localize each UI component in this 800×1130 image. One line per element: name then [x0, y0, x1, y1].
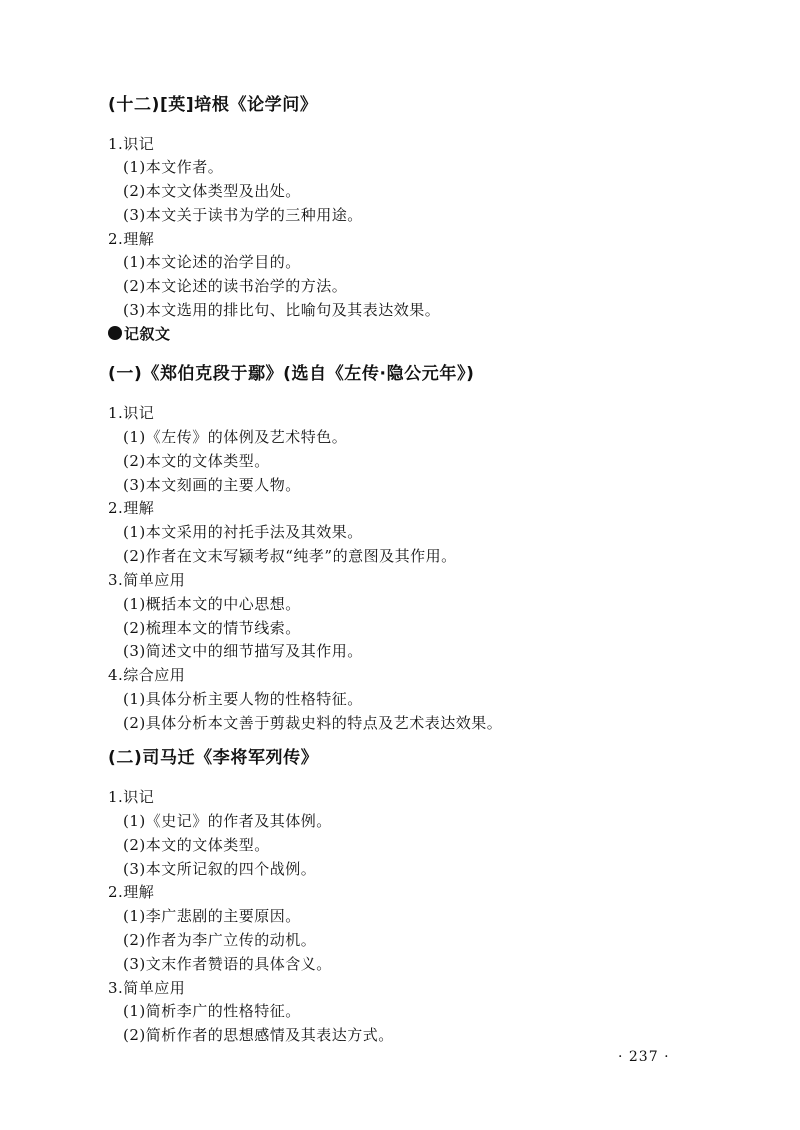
bullet-dot-icon — [108, 326, 122, 340]
list-item: (2)本文文体类型及出处。 — [123, 182, 301, 200]
list-item: (1)李广悲剧的主要原因。 — [123, 907, 301, 925]
group-title: 3.简单应用 — [108, 979, 186, 997]
group-title: 2.理解 — [108, 883, 155, 901]
list-item: (3)本文刻画的主要人物。 — [123, 476, 301, 494]
group-title: 4.综合应用 — [108, 666, 186, 684]
list-item: (2)简析作者的思想感情及其表达方式。 — [123, 1026, 394, 1044]
list-item: (1)概括本文的中心思想。 — [123, 595, 301, 613]
list-item: (2)作者为李广立传的动机。 — [123, 931, 317, 949]
list-item: (2)本文的文体类型。 — [123, 452, 270, 470]
list-item: (1)具体分析主要人物的性格特征。 — [123, 690, 363, 708]
group-title: 1.识记 — [108, 788, 155, 806]
section-heading: (十二)[英]培根《论学问》 — [108, 95, 318, 115]
list-item: (1)本文作者。 — [123, 158, 224, 176]
list-item: (1)本文采用的衬托手法及其效果。 — [123, 523, 363, 541]
list-item: (2)本文论述的读书治学的方法。 — [123, 277, 348, 295]
group-title: 2.理解 — [108, 499, 155, 517]
list-item: (3)本文所记叙的四个战例。 — [123, 860, 317, 878]
list-item: (2)梳理本文的情节线索。 — [123, 619, 301, 637]
group-title: 1.识记 — [108, 135, 155, 153]
group-title: 3.简单应用 — [108, 571, 186, 589]
section-heading: (一)《郑伯克段于鄢》(选自《左传·隐公元年》) — [108, 364, 475, 384]
list-item: (3)文末作者赞语的具体含义。 — [123, 955, 332, 973]
group-title: 2.理解 — [108, 230, 155, 248]
list-item: (2)作者在文末写颍考叔“纯孝”的意图及其作用。 — [123, 547, 457, 565]
list-item: (2)具体分析本文善于剪裁史料的特点及艺术表达效果。 — [123, 714, 503, 732]
list-item: (1)《左传》的体例及艺术特色。 — [123, 428, 348, 446]
list-item: (1)简析李广的性格特征。 — [123, 1002, 301, 1020]
list-item: (3)本文选用的排比句、比喻句及其表达效果。 — [123, 301, 441, 319]
group-title: 1.识记 — [108, 404, 155, 422]
list-item: (1)《史记》的作者及其体例。 — [123, 812, 332, 830]
list-item: (3)简述文中的细节描写及其作用。 — [123, 642, 363, 660]
category-marker — [108, 324, 171, 344]
section-heading: (二)司马迁《李将军列传》 — [108, 748, 319, 768]
category-label: 记叙文 — [124, 325, 171, 343]
list-item: (3)本文关于读书为学的三种用途。 — [123, 206, 363, 224]
list-item: (1)本文论述的治学目的。 — [123, 253, 301, 271]
page-number: · 237 · — [618, 1049, 670, 1065]
list-item: (2)本文的文体类型。 — [123, 836, 270, 854]
